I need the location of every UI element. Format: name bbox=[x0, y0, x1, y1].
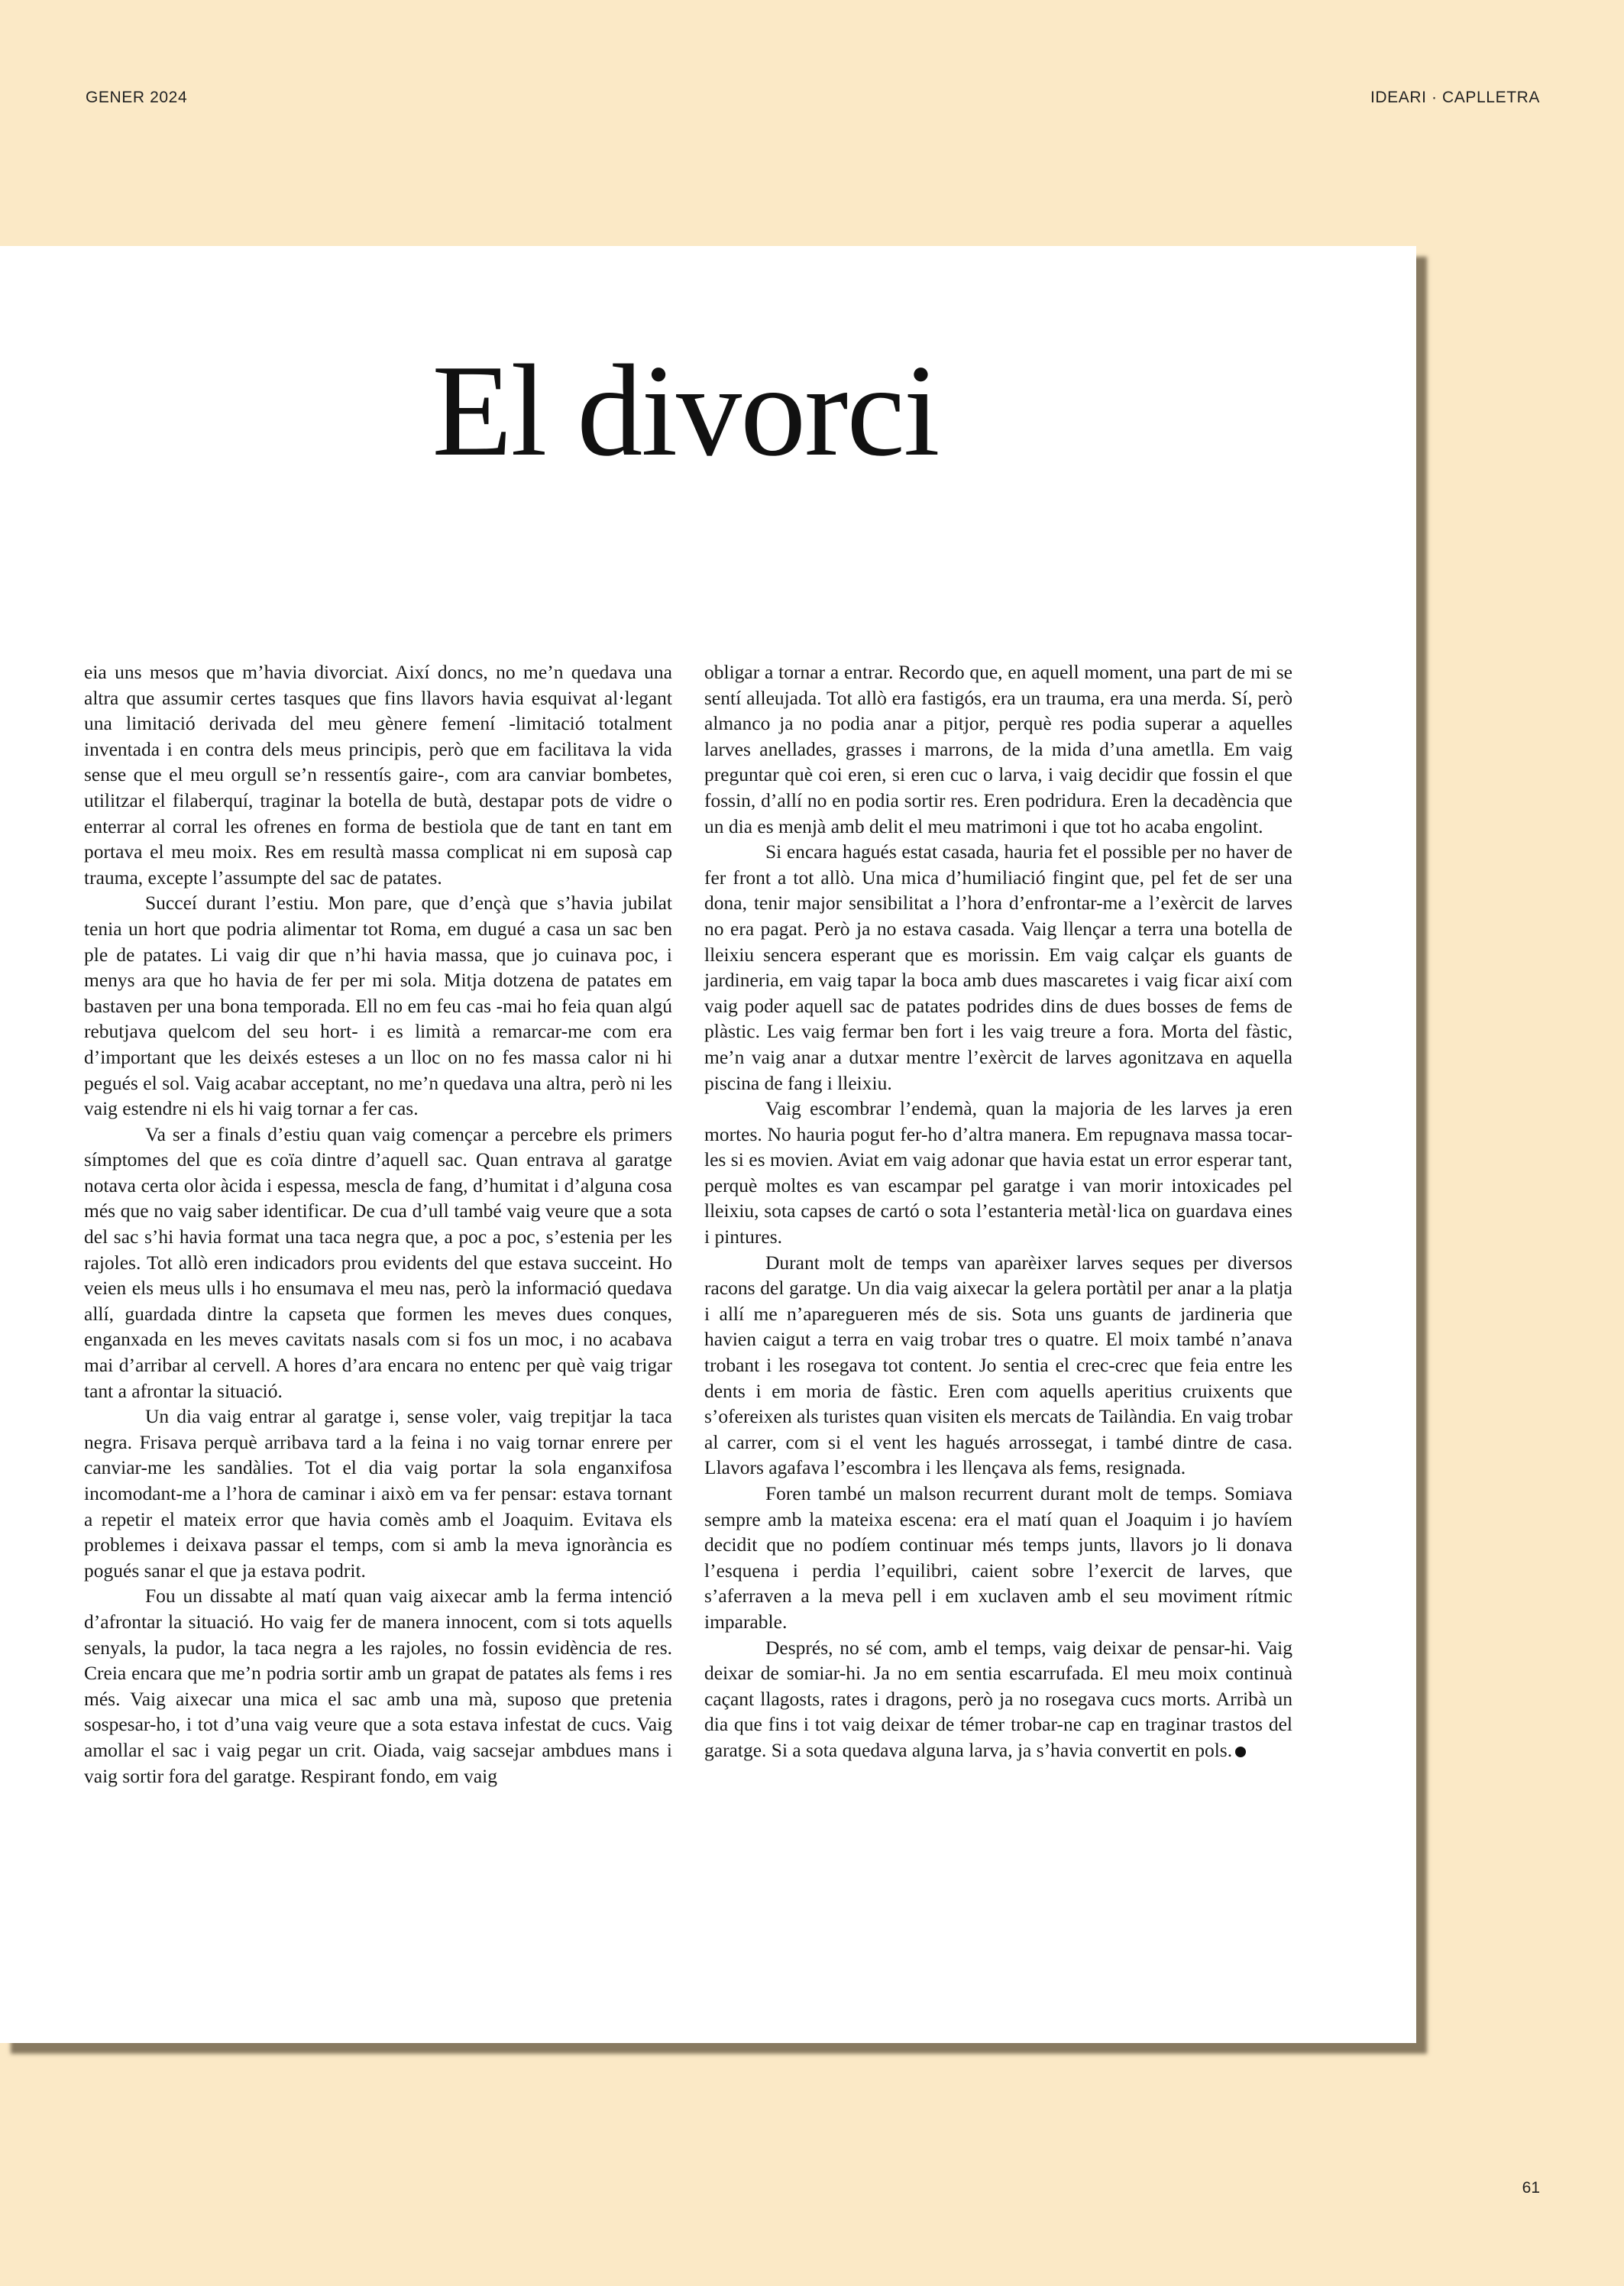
paragraph: Un dia vaig entrar al garatge i, sense voler, vaig trepitjar la taca negra. Frisava perquè arribava tard a la feina i no vaig tornar enrere per canviar-me les sandàlies. Tot el dia vaig portar la sola enganxifosa incomodant-me a l’hora de caminar i això em va fer pensar: estava tornant a repetir el mateix error que havia comès amb el Joaquim. Evitava els problemes i deixava passar el temps, com si amb la meva ignorància es pogués sanar el que ja estava podrit. bbox=[84, 1405, 672, 1582]
paragraph: eia uns mesos que m’havia divorciat. Així doncs, no me’n quedava una altra que assumir certes tasques que fins llavors havia esquivat al·legant una limitació derivada del meu gènere femení -limitació totalment inventada i en contra dels meus principis, però que em facilitava la vida sense que el meu orgull se’n ressentís gaire-, com ara canviar bombetes, utilitzar el filaberquí, traginar la botella de butà, destapar pots de vidre o enterrar al corral les ofrenes en forma de bestiola que de tant en tant em portava el meu moix. Res em resultà massa complicat ni em suposà cap trauma, excepte l’assumpte del sac de patates. bbox=[84, 661, 672, 889]
issue-date: GENER 2024 bbox=[86, 89, 188, 106]
article-title: El divorci bbox=[432, 338, 939, 484]
paragraph: Fou un dissabte al matí quan vaig aixecar amb la ferma intenció d’afrontar la situació. Ho vaig fer de manera innocent, com si tots aquells senyals, la pudor, la taca negra a les rajoles, no fossin evidència de res. Creia encara que me’n podria sortir amb un grapat de patates als fems i res més. Vaig aixecar una mica el sac amb una mà, suposo que pretenia sospesar-ho, i tot d’una vaig veure que a sota estava infestat de cucs. Vaig amollar el sac i vaig pegar un crit. Oiada, vaig sacsejar ambdues mans i vaig sortir fora del garatge. Respirant fondo, em vaig bbox=[84, 1585, 672, 1787]
last-paragraph bbox=[704, 1635, 1292, 1763]
paragraph: Vaig escombrar l’endemà, quan la majoria de les larves ja eren mortes. No hauria pogut fer-ho d’altra manera. Em repugnava massa tocar-les si es movien. Aviat em vaig adonar que havia estat un error esperar tant, perquè moltes es van escampar pel garatge i van morir intoxicades pel lleixiu, sota capses de cartó o sota l’estanteria metàl·lica on guardava eines i pintures. bbox=[704, 1097, 1292, 1248]
page-number: 61 bbox=[1522, 2179, 1540, 2197]
section-label: IDEARI · CAPLLETRA bbox=[1370, 89, 1540, 106]
text-column-right bbox=[704, 659, 1292, 1763]
paragraph: Va ser a finals d’estiu quan vaig començar a percebre els primers símptomes del que es coïa dintre d’aquell sac. Quan entrava al garatge notava certa olor àcida i espessa, mescla de fang, d’humitat i d’alguna cosa més que no vaig saber identificar. De cua d’ull també vaig veure que a sota del sac s’hi havia format una taca negra que, a poc a poc, s’estenia per les rajoles. Tot allò eren indicadors prou evidents del que estava succeint. Ho veien els meus ulls i ho ensumava el meu nas, però la informació quedava allí, guardada dintre la capseta que formen les meves dues conques, enganxada en les meves cavitats nasals com si fos un moc, i no acabava mai d’arribar al cervell. A hores d’ara encara no entenc per què vaig trigar tant a afrontar la situació. bbox=[84, 1122, 672, 1402]
article-sheet bbox=[0, 246, 1416, 2043]
paragraph: Foren també un malson recurrent durant molt de temps. Somiava sempre amb la mateixa escena: era el matí quan el Joaquim i jo havíem decidit que no podíem continuar més temps junts, llavors jo li donava l’esquena i perdia l’equilibri, caient sobre l’exercit de larves, que s’aferraven a la meva pell i em xuclaven amb el seu moviment rítmic imparable. bbox=[704, 1482, 1292, 1633]
paragraph-text: Després, no sé com, amb el temps, vaig deixar de pensar-hi. Vaig deixar de somiar-hi. Ja no em sentia escarrufada. El meu moix continuà caçant llagosts, rates i dragons, però ja no rosegava cucs morts. Arribà un dia que fins i tot vaig deixar de témer trobar-ne cap en traginar trastos del garatge. Si a sota quedava alguna larva, ja s’havia convertit en pols. bbox=[704, 1636, 1292, 1761]
paragraph: Durant molt de temps van aparèixer larves seques per diversos racons del garatge. Un dia vaig aixecar la gelera portàtil per anar a la platja i allí me n’aparegueren més de sis. Sota uns guants de jardineria que havien caigut a terra en vaig trobar tres o quatre. El moix també n’anava trobant i les rosegava tot content. Jo sentia el crec-crec que feia entre les dents i em moria de fàstic. Eren com aquells aperitius cruixents que s’ofereixen als turistes quan visiten els mercats de Tailàndia. En vaig trobar al carrer, com si el vent les hagués arrossegat, i també dintre de casa. Llavors agafava l’escombra i les llençava als fems, resignada. bbox=[704, 1251, 1292, 1479]
paragraph: obligar a tornar a entrar. Recordo que, en aquell moment, una part de mi se sentí alleujada. Tot allò era fastigós, era un trauma, era una merda. Sí, però almanco ja no podia anar a pitjor, perquè res podia superar a aquelles larves anellades, grasses i marrons, de la mida d’una ametlla. Em vaig preguntar què coi eren, si eren cuc o larva, i vaig decidir que fossin el que fossin, d’allí no en podia sortir res. Eren podridura. Eren la decadència que un dia es menjà amb delit el meu matrimoni i que tot ho acaba engolint. bbox=[704, 661, 1292, 837]
paragraph: Succeí durant l’estiu. Mon pare, que d’ençà que s’havia jubilat tenia un hort que podria alimentar tot Roma, em dugué a casa un sac ben ple de patates. Li vaig dir que n’hi havia massa, que jo cuinava poc, i menys ara que ho havia de fer per mi sola. Mitja dotzena de patates em bastaven per una bona temporada. Ell no em feu cas -mai ho feia quan algú rebutjava quelcom del seu hort- i es limità a remarcar-me com era d’important que les deixés esteses a un lloc on no fes massa calor ni hi pegués el sol. Vaig acabar acceptant, no me’n quedava una altra, però ni les vaig estendre ni els hi vaig tornar a fer cas. bbox=[84, 892, 672, 1120]
text-column-left bbox=[84, 659, 672, 1789]
end-of-article-dot-icon bbox=[1235, 1747, 1246, 1757]
paragraph: Si encara hagués estat casada, hauria fet el possible per no haver de fer front a tot allò. Una mica d’humiliació fingint que, pel fet de ser una dona, tenir major sensibilitat a l’hora d’enfrontar-me a l’exèrcit de larves no era pagat. Però ja no estava casada. Vaig llençar a terra una botella de lleixiu sencera esperant que es morissin. Em vaig calçar els guants de jardineria, em vaig tapar la boca amb dues mascaretes i vaig ficar així com vaig poder aquell sac de patates podrides dins de dues bosses de fems de plàstic. Les vaig fermar ben fort i les vaig treure a fora. Morta del fàstic, me’n vaig anar a dutxar mentre l’exèrcit de larves agonitzava en aquella piscina de fang i lleixiu. bbox=[704, 840, 1292, 1094]
